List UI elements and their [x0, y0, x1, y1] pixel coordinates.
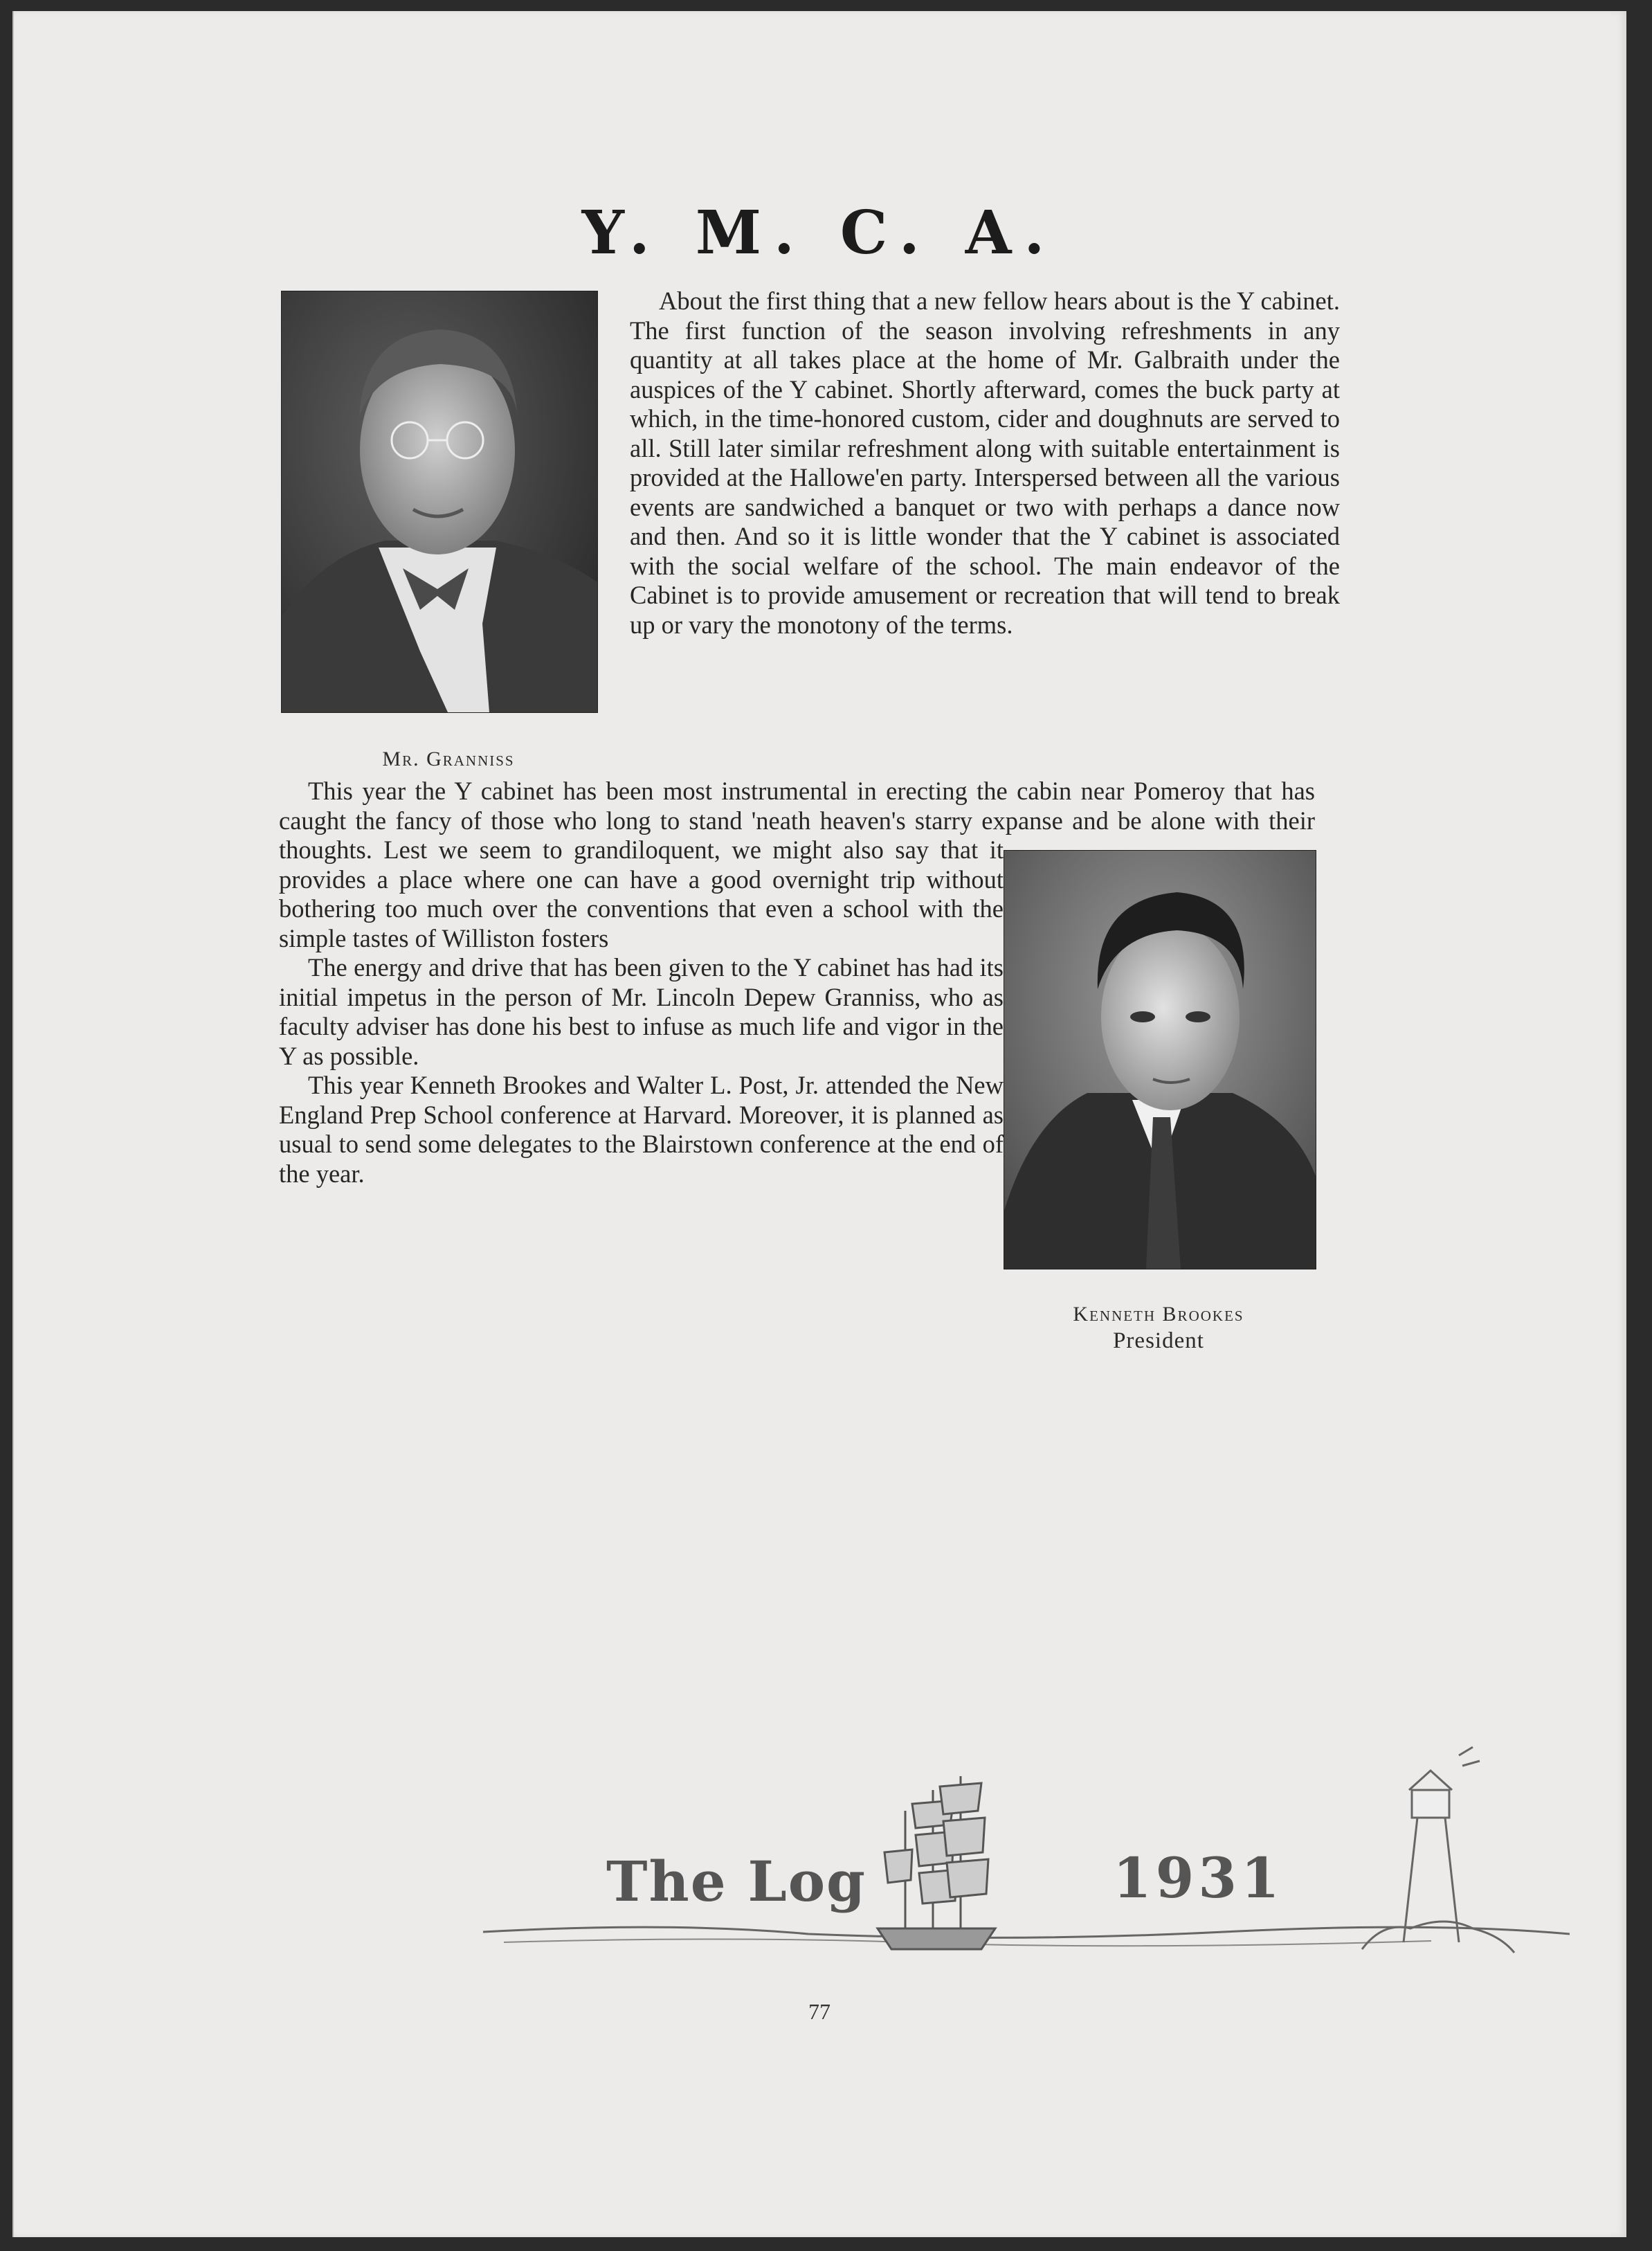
brookes-role: President — [1113, 1328, 1204, 1353]
granniss-photo — [281, 291, 598, 713]
page-edge — [12, 11, 14, 2237]
page-title: Y. M. C. A. — [581, 198, 1058, 268]
paragraph-cabin: This year the Y cabinet has been most instrumental in erecting the cabin near Pomeroy that has caught the fancy of those who long to stand 'neath heaven's starry expanse and be alone with their thoughts. Lest we seem to grandiloquent, we might also say that it provides a place where one can have a good overnight trip without bothering too much over the conventions that even a school with the simple tastes of Williston fosters — [279, 777, 1315, 952]
paragraph-energy: The energy and drive that has been given to the Y cabinet has had its initial impetus in the person of Mr. Lincoln Depew Granniss, who as faculty adviser has done his best to infuse as much life and vigor in the Y as possible. — [279, 953, 1004, 1070]
paragraph-conference: This year Kenneth Brookes and Walter L. Post, Jr. attended the New England Prep School conference at Harvard. Moreover, it is planned as usual to send some delegates to the Blairstown conference at the end of the year. — [279, 1071, 1004, 1188]
paragraph-cabinet-functions: About the first thing that a new fellow hears about is the Y cabinet. The first function of the season involving refreshments in any quantity at all takes place at the home of Mr. Galbraith under the auspices of the Y cabinet. Shortly afterward, comes the buck party at which, in the time-honored custom, cider and doughnuts are served to all. Still later similar refreshment along with suitable entertainment is provided at the Hallowe'en party. Interspersed between all the various events are sandwiched a banquet or two with perhaps a dance now and then. And so it is little wonder that the Y cabinet is associated with the social welfare of the school. The main endeavor of the Cabinet is to provide amusement or recreation that will tend to break up or vary the monotony of the terms. — [630, 287, 1340, 639]
page-number: 77 — [808, 1999, 830, 2024]
yearbook-page — [12, 11, 1626, 2237]
footer-year: 1931 — [1113, 1845, 1284, 1910]
text-column-middle — [279, 777, 1315, 1323]
footer-logo: The Log — [606, 1849, 866, 1914]
granniss-caption: Mr. Granniss — [382, 748, 515, 770]
brookes-name: Kenneth Brookes — [1073, 1303, 1244, 1326]
text-column-top — [630, 287, 1340, 640]
